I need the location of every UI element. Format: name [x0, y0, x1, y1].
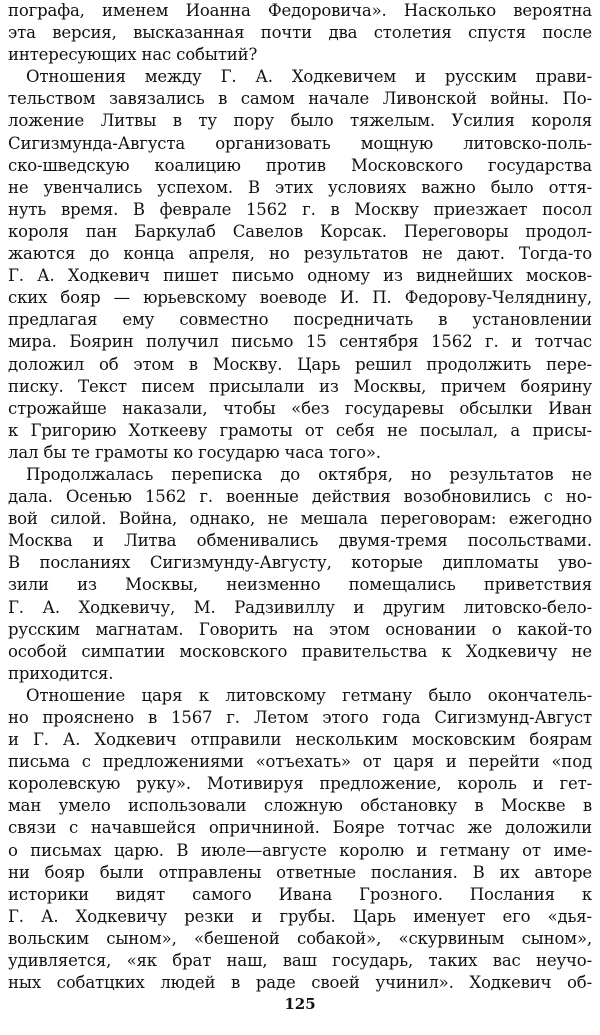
text-line: интересующих нас событий? — [8, 45, 258, 65]
text-line: Г. А. Ходкевич пишет письмо одному из виднейших москов- — [8, 266, 592, 286]
text-line: но прояснено в 1567 г. Летом этого года Сигизмунд-Август — [8, 708, 592, 727]
text-line: лал бы те грамоты ко государю часа того». — [8, 442, 381, 462]
text-line: ских бояр — юрьевскому воеводе И. П. Федорову-Челяднину, — [8, 288, 592, 308]
text-line: Г. А. Ходкевичу, М. Радзивиллу и другим литовско-бело- — [8, 597, 592, 617]
text-line: Г. А. Ходкевичу резки и грубы. Царь именует его «дья- — [8, 906, 592, 926]
text-line: ни бояр были отправлены ответные послания. В их авторе — [8, 862, 592, 882]
text-line: мира. Боярин получил письмо 15 сентября 1562 г. и тотчас — [8, 332, 592, 352]
text-line: предлагая ему совместно посредничать в установлении — [8, 310, 592, 330]
text-line: Продолжалась переписка до октября, но результатов не — [26, 464, 592, 484]
page-number: 125 — [284, 995, 316, 1013]
text-line: о письмах царю. В июле—августе королю и гетману от име- — [8, 840, 592, 860]
text-line: королевскую руку». Мотивируя предложение, король и гет- — [8, 774, 592, 794]
text-line: писку. Текст писем присылали из Москвы, причем боярину — [8, 376, 592, 396]
text-line: русским магнатам. Говорить на этом основании о какой-то — [8, 619, 592, 639]
text-line: ско-шведскую коалицию против Московского государства — [8, 155, 592, 175]
text-line: дала. Осенью 1562 г. военные действия возобновились с но- — [8, 487, 592, 507]
text-line: строжайше наказали, чтобы «без государевы обсылки Иван — [8, 398, 592, 418]
text-line: В посланиях Сигизмунду-Августу, которые дипломаты уво- — [8, 553, 592, 573]
text-line: ложение Литвы в ту пору было тяжелым. Усилия короля — [8, 111, 592, 131]
text-line: вой силой. Война, однако, не мешала переговорам: ежегодно — [8, 509, 592, 529]
text-line: жаются до конца апреля, но результатов не дают. Тогда-то — [8, 244, 592, 264]
text-line: эта версия, высказанная почти два столетия спустя после — [8, 23, 592, 43]
text-line: ман умело использовали сложную обстановку в Москве в — [8, 796, 592, 816]
text-line: доложил об этом в Москву. Царь решил продолжить пере- — [8, 354, 592, 374]
text-line: Сигизмунда-Августа организовать мощную литовско-поль- — [8, 133, 592, 153]
text-line: зили из Москвы, неизменно помещались приветствия — [8, 575, 592, 595]
text-line: нуть время. В феврале 1562 г. в Москву приезжает посол — [8, 199, 592, 219]
text-line: письма с предложениями «отъехать» от царя и перейти «под — [8, 752, 592, 772]
text-line: к Григорию Хоткееву грамоты от себя не посылал, а присы- — [8, 420, 592, 440]
page-body — [8, 0, 592, 994]
text-line: и Г. А. Ходкевич отправили нескольким московским боярам — [8, 730, 592, 750]
text-line: Отношение царя к литовскому гетману было окончатель- — [26, 685, 592, 705]
text-line: не увенчались успехом. В этих условиях важно было оття- — [8, 177, 592, 197]
text-line: удивляется, «як брат наш, ваш государь, таких вас неучо- — [8, 951, 592, 971]
text-line: историки видят самого Ивана Грозного. Послания к — [8, 884, 592, 904]
text-line: связи с начавшейся опричниной. Бояре тотчас же доложили — [8, 818, 592, 838]
text-line: тельством завязались в самом начале Ливонской войны. По- — [8, 89, 592, 109]
text-line: Москва и Литва обменивались двумя-тремя посольствами. — [8, 531, 592, 551]
text-line: приходится. — [8, 663, 114, 683]
text-line: ных собатцких людей в раде своей учинил». Ходкевич об- — [8, 973, 592, 993]
text-line: особой симпатии московского правительства к Ходкевичу не — [8, 641, 592, 661]
text-line: Отношения между Г. А. Ходкевичем и русским прави- — [26, 67, 592, 87]
text-line: вольским сыном», «бешеной собакой», «скурвиным сыном», — [8, 928, 592, 948]
text-line: короля пан Баркулаб Савелов Корсак. Переговоры продол- — [8, 221, 592, 241]
text-line: пографа, именем Иоанна Федоровича». Насколько вероятна — [8, 1, 592, 20]
